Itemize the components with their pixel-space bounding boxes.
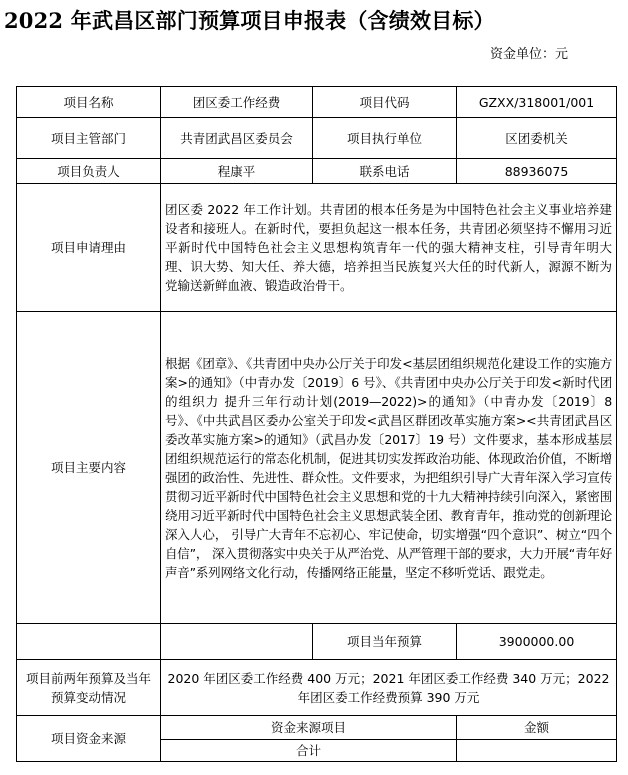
exec-unit-value: 区团委机关 (457, 118, 617, 159)
budget-blank-cell (161, 624, 313, 660)
row-budget (17, 624, 617, 660)
row-manager (17, 159, 617, 184)
fund-label: 项目资金来源 (17, 716, 161, 762)
row-history (17, 660, 617, 716)
currency-unit: 资金单位：元 (489, 47, 568, 62)
row-fund-header (17, 716, 617, 740)
budget-value: 3900000.00 (457, 624, 617, 660)
project-name-label: 项目名称 (17, 87, 161, 118)
row-department (17, 118, 617, 159)
phone-value: 88936075 (457, 159, 617, 184)
fund-total-amount (457, 740, 617, 762)
dept-label: 项目主管部门 (17, 118, 161, 159)
dept-value: 共青团武昌区委员会 (161, 118, 313, 159)
page-title: 2022 年武昌区部门预算项目申报表（含绩效目标） (4, 8, 495, 33)
manager-label: 项目负责人 (17, 159, 161, 184)
budget-label: 项目当年预算 (313, 624, 457, 660)
project-name-value: 团区委工作经费 (161, 87, 313, 118)
fund-total-label: 合计 (161, 740, 457, 762)
history-label: 项目前两年预算及当年预算变动情况 (17, 660, 161, 716)
row-content (17, 312, 617, 624)
project-form-table (16, 86, 617, 762)
content-label: 项目主要内容 (17, 312, 161, 624)
row-project-name (17, 87, 617, 118)
budget-blank-cell (17, 624, 161, 660)
exec-unit-label: 项目执行单位 (313, 118, 457, 159)
row-reason (17, 184, 617, 312)
phone-label: 联系电话 (313, 159, 457, 184)
reason-label: 项目申请理由 (17, 184, 161, 312)
project-code-value: GZXX/318001/001 (457, 87, 617, 118)
reason-value: 团区委 2022 年工作计划。共青团的根本任务是为中国特色社会主义事业培养建设者和接班人。在新时代，要担负起这一根本任务，共青团必须坚持不懈用习近平新时代中国特色社会主义思想构筑青年一代的强大精神支柱，引导青年明大理、识大势、知大任、养大德，培养担当民族复兴大任的时代新人，源源不断为党输送新鲜血液、锻造政治骨干。 (161, 184, 617, 312)
project-code-label: 项目代码 (313, 87, 457, 118)
history-value: 2020 年团区委工作经费 400 万元；2021 年团区委工作经费 340 万元；2022 年团区委工作经费预算 390 万元 (161, 660, 617, 716)
fund-source-header: 资金来源项目 (161, 716, 457, 740)
manager-value: 程康平 (161, 159, 313, 184)
fund-amount-header: 金额 (457, 716, 617, 740)
content-value: 根据《团章》、《共青团中央办公厅关于印发<基层团组织规范化建设工作的实施方案>的通知》（中青办发〔2019〕6 号》、《共青团中央办公厅关于印发<新时代团的组织力 提升三年行动计划(2019—2022)>的通知》（中青办发〔2019〕8 号》、《中共武昌区委办公室关于印发<武昌区群团改革实施方案><共青团武昌区委改革实施方案>的通知》（武昌办发〔2017〕19 号）文件要求，基本形成基层团组织规范运行的常态化机制，促进其切实发挥政治功能、体现政治价值，不断增强团的政治性、先进性、群众性。文件要求，为把组织引导广大青年深入学习宣传贯彻习近平新时代中国特色社会主义思想和党的十九大精神持续引向深入，紧密围绕用习近平新时代中国特色社会主义思想武装全团、教育青年，推动党的创新理论深入人心， 引导广大青年不忘初心、牢记使命，切实增强“四个意识”、树立“四个自信”， 深入贯彻落实中央关于从严治党、从严管理干部的要求，大力开展“青年好声音”系列网络文化行动，传播网络正能量，坚定不移听党话、跟党走。 (161, 312, 617, 624)
